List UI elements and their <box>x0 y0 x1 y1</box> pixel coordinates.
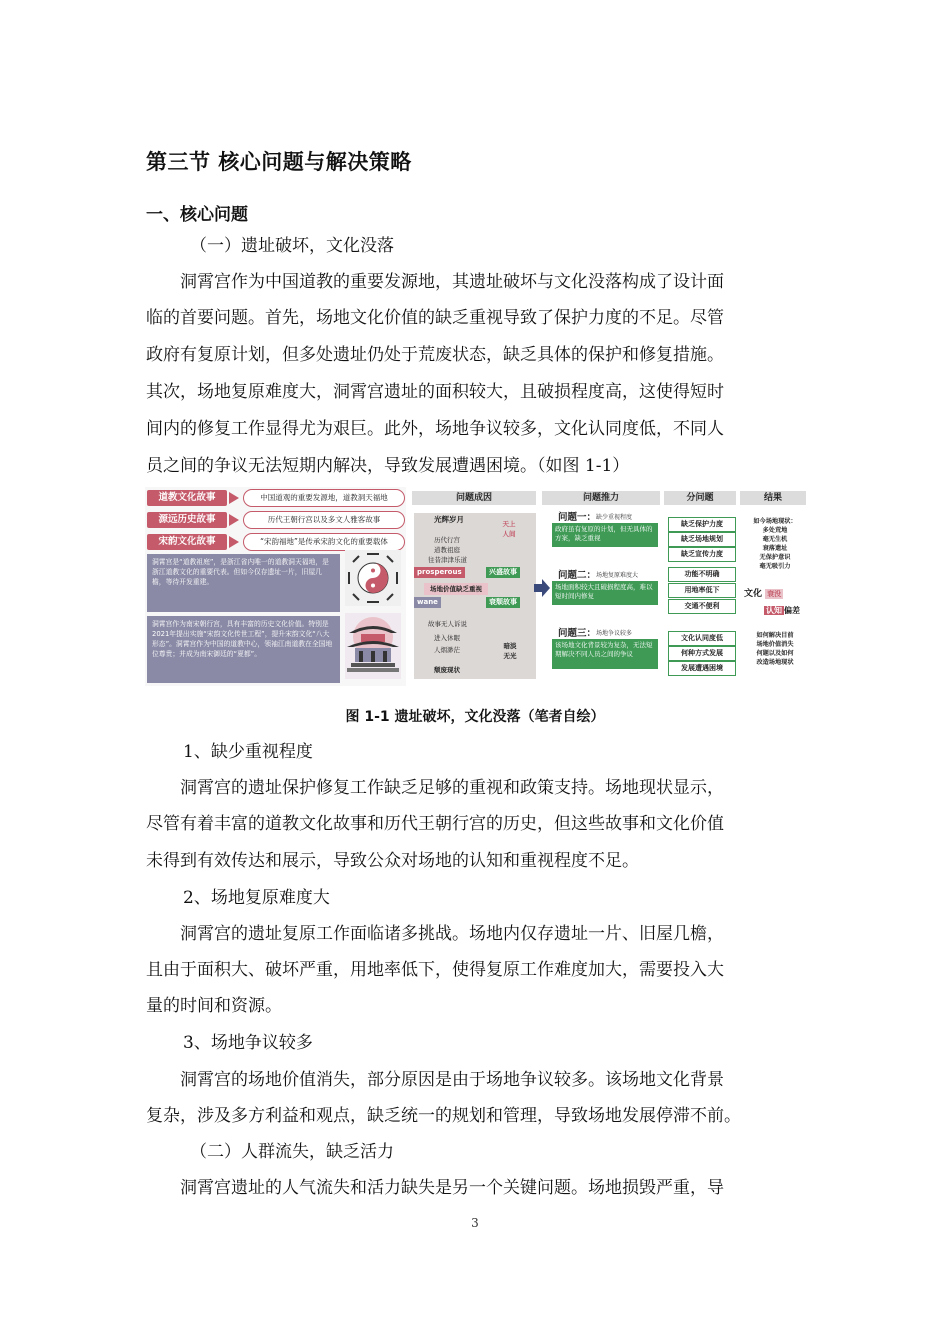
question-2-desc: 场地面积较大且破损程度高，难以短时间内修复 <box>552 581 658 605</box>
question-2-sub: 场地复原难度大 <box>596 572 639 579</box>
subsection-title: 一、核心问题 <box>146 205 248 225</box>
heading-population-loss: （二）人群流失，缺乏活力 <box>190 1142 394 1162</box>
result-culture-word: 文化 <box>744 589 763 599</box>
header-sub-question: 分问题 <box>664 491 736 505</box>
figure-1-1 <box>145 487 810 686</box>
result-line: 如何解决目前 <box>756 632 794 639</box>
tag-song-story: 宋韵文化故事 <box>147 534 227 550</box>
question-1-title: 问题一： <box>558 512 597 523</box>
cause-label: 天上人间 <box>502 520 516 538</box>
cause-label: 往昔津津乐道 <box>428 556 467 564</box>
paragraph-line: 未得到有效传达和展示，导致公众对场地的认知和重视程度不足。 <box>146 851 639 871</box>
result-decline: 衰没 <box>767 590 782 598</box>
paragraph-line: 洞霄宫的遗址保护修复工作缺乏足够的重视和政策支持。场地现状显示， <box>180 778 724 798</box>
paragraph-line: 间内的修复工作显得尤为艰巨。此外，场地争议较多，文化认同度低，不同人 <box>146 419 724 439</box>
cause-label: 进入休眠 <box>434 634 460 642</box>
cause-label: 场地价值缺乏重视 <box>424 583 488 595</box>
result-line: 毫无生机 <box>762 536 788 543</box>
sub-question: 用地率低下 <box>668 583 736 598</box>
header-push: 问题推力 <box>542 491 660 505</box>
cause-label: 衰颓故事 <box>486 597 520 608</box>
sub-question: 发展遭遇困境 <box>668 661 736 676</box>
paragraph-line: 其次，场地复原难度大，洞霄宫遗址的面积较大，且破损程度高，这使得短时 <box>146 382 724 402</box>
header-cause: 问题成因 <box>412 491 536 505</box>
paragraph-line: 洞霄宫的场地价值消失，部分原因是由于场地争议较多。该场地文化背景 <box>180 1070 724 1090</box>
result-line: 衰落遗址 <box>762 545 788 552</box>
sub-question: 缺乏保护力度 <box>668 517 736 532</box>
sub-question: 交通不便利 <box>668 599 736 614</box>
tag-history-story: 源远历史故事 <box>147 512 227 528</box>
paragraph-line: 尽管有着丰富的道教文化故事和历代王朝行宫的历史，但这些故事和文化价值 <box>146 814 724 834</box>
paragraph-line: 量的时间和资源。 <box>146 996 282 1016</box>
question-3-title: 问题三： <box>558 628 597 639</box>
paragraph-line: 复杂，涉及多方利益和观点，缺乏统一的规划和管理，导致场地发展停滞不前。 <box>146 1106 741 1126</box>
cause-label-wane: wane <box>414 597 441 608</box>
paragraph-line: 洞霄宫的遗址复原工作面临诸多挑战。场地内仅存遗址一片、旧屋几檐， <box>180 924 724 944</box>
paragraph-line: 政府有复原计划，但多处遗址仍处于荒废状态，缺乏具体的保护和修复措施。 <box>146 345 724 365</box>
result-culture <box>744 586 806 602</box>
info-box-taoist: 洞霄宫是“道教祖庭”，是浙江省内唯一的道教洞天福地，是浙江道教文化的重要代表。但如今仅存遗址一片，旧屋几檐，等待开发重建。 <box>147 554 340 612</box>
cause-label: 道教祖庭 <box>434 546 460 554</box>
result-recognition-bias: 偏差 <box>784 606 800 615</box>
sub-question: 何种方式发展 <box>668 646 736 661</box>
cause-label: 人烟渺茫 <box>434 646 460 654</box>
paragraph-line: 员之间的争议无法短期内解决，导致发展遭遇困境。（如图 1-1） <box>146 456 630 476</box>
result-line: 场地价值消失 <box>756 641 794 648</box>
cause-label: 暗淡无光 <box>503 642 517 660</box>
arrow-right-icon <box>534 579 550 597</box>
sub-question: 文化认同度低 <box>668 631 736 646</box>
paragraph-line: 且由于面积大、破坏严重，用地率低下，使得复原工作难度加大，需要投入大 <box>146 960 724 980</box>
sub-question: 缺乏场地规划 <box>668 532 736 547</box>
cause-column <box>414 513 536 679</box>
question-2-title: 问题二： <box>558 570 597 581</box>
figure-caption: 图 1-1 遗址破坏，文化没落（笔者自绘） <box>345 709 605 725</box>
question-3-desc: 该场地文化背景较为复杂，无法短期解决不同人员之间的争议 <box>552 639 658 669</box>
pill-song: “宋韵福地”是传承宋韵文化的重要载体 <box>243 533 405 551</box>
yinyang-icon <box>345 550 401 606</box>
paragraph-line: 洞霄宫作为中国道教的重要发源地，其遗址破坏与文化没落构成了设计面 <box>180 272 724 292</box>
result-line: 改造场地现状 <box>756 659 794 666</box>
temple-icon <box>345 613 401 679</box>
diagram-panel <box>406 487 810 686</box>
question-3-sub: 场地争议较多 <box>596 630 633 637</box>
sub-question: 缺乏宣传力度 <box>668 547 736 562</box>
cause-label-prosperous: prosperous <box>414 567 465 578</box>
result-recognition <box>764 605 800 617</box>
result-line: 无保护意识 <box>759 554 791 561</box>
question-1-desc: 政府虽有复原的计划，但无具体的方案，缺乏重视 <box>552 523 658 547</box>
result-line: 如今场地现状： <box>753 518 797 525</box>
cause-label: 兴盛故事 <box>486 567 520 578</box>
tag-taoist-story: 道教文化故事 <box>147 490 227 506</box>
paragraph-line: 临的首要问题。首先，场地文化价值的缺乏重视导致了保护力度的不足。尽管 <box>146 308 724 328</box>
heading-lack-attention: 1、缺少重视程度 <box>183 742 313 762</box>
heading-site-disputes: 3、场地争议较多 <box>183 1033 313 1053</box>
result-line: 毫无吸引力 <box>759 563 791 570</box>
result-line: 何题以及如何 <box>756 650 794 657</box>
info-box-history: 洞霄宫作为南宋朝行宫，具有丰富的历史文化价值。特别是2021年提出实施“宋韵文化传世工程”，提升宋韵文化“八大形态”。洞霄宫作为中国的道教中心，领袖江南道教在全国地位尊贵；并成为南宋御廷的“夏都”。 <box>147 616 340 683</box>
sub-question: 功能不明确 <box>668 567 736 582</box>
paragraph-line: 洞霄宫遗址的人气流失和活力缺失是另一个关键问题。场地损毁严重，导 <box>180 1178 724 1198</box>
cause-label: 颓废现状 <box>434 666 460 674</box>
result-recognition-word: 认知 <box>766 606 782 615</box>
heading-restoration-difficulty: 2、场地复原难度大 <box>183 888 330 908</box>
cause-label: 故事无人诉说 <box>428 620 467 628</box>
cause-label: 光辉岁月 <box>434 515 464 524</box>
pill-taoist: 中国道观的重要发源地，道教洞天福地 <box>243 489 405 507</box>
question-1-sub: 缺少重视程度 <box>596 514 633 521</box>
cause-label: 历代行宫 <box>434 536 460 544</box>
page-number: 3 <box>471 1216 479 1230</box>
heading-site-damage: （一）遗址破坏，文化没落 <box>190 236 394 256</box>
header-result: 结果 <box>740 491 806 505</box>
result-line: 多处荒地 <box>762 527 788 534</box>
pill-history: 历代王朝行宫以及多文人雅客故事 <box>243 511 405 529</box>
section-title: 第三节 核心问题与解决策略 <box>146 150 412 174</box>
